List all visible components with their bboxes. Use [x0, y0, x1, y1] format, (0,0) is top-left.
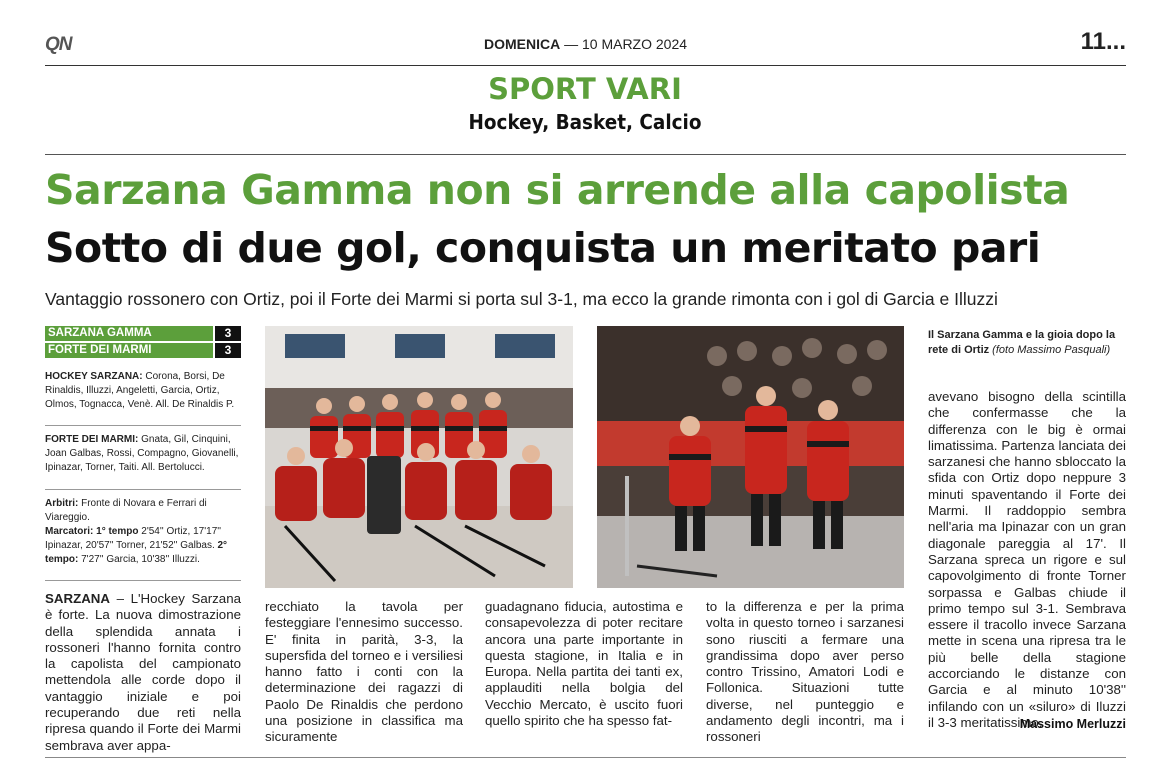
sidebar-divider [45, 580, 241, 581]
sidebar-divider [45, 489, 241, 490]
first-half-label: 1° tempo [93, 526, 139, 537]
byline: Massimo Merluzzi [1019, 717, 1126, 731]
referees-label: Arbitri: [45, 498, 79, 509]
body-column-3: guadagnano fiducia, autostima e consapevolezza di poter recitare ancora una parte importante in questa stagione, in Italia e in Europa. Nella partita dei tanti ex, applauditi nella bolgia del Vecchio Mercato, è uscito fuori quello spirito che ha spesso fat- [485, 599, 683, 729]
score-goals: 3 [215, 343, 241, 358]
article-summary: Vantaggio rossonero con Ortiz, poi il Forte dei Marmi si porta sul 3-1, ma ecco la grande rimonta con i gol di Garcia e Illuzzi [45, 289, 998, 309]
masthead [45, 28, 1126, 66]
section-divider [45, 154, 1126, 155]
second-half-goals: 7'27'' Garcia, 10'38'' Illuzzi. [78, 554, 200, 565]
referees-names: Fronte di Novara e Ferrari di Viareggio. [45, 498, 207, 523]
body-column-5: avevano bisogno della scintilla che confermasse che la differenza con le big è ormai limatissima. Partenza lanciata dei sarzanesi che hanno sbloccato la sfida con Ortiz dopo neppure 3 minuti spaventando il Forte dei Marmi. Il raddoppio sembra nell'aria ma Ipinazar con un gran diagonale pareggia al 17'. Il Sarzana spreca un rigore e sul capovolgimento di fronte Torner sorpassa e Galbas chiude il primo tempo sul 3-1. Sembrava essere il tracollo invece Sarzana mette in scena una ripresa tra le più belle della stagione accorciando le distanze con Garcia e al minuto 10'38'' infilando con un «siluro» di Iluzzi il 3-3 meritatissimo. [928, 389, 1126, 730]
away-lineup-players: Gnata, Gil, Cinquini, Joan Galbas, Rossi, Compagno, Giovanelli, Ipinazar, Torner, Taiti. All. Bertolucci. [45, 434, 239, 473]
caption-text: Il Sarzana Gamma e la gioia dopo la rete di Ortiz [928, 329, 1116, 356]
scorers-label: Marcatori: [45, 526, 94, 537]
headline-secondary: Sotto di due gol, conquista un meritato pari [45, 224, 1041, 272]
page-number: 11... [1080, 28, 1126, 55]
body-text: – L'Hockey Sarzana è forte. La nuova dimostrazione della splendida annata i rossoneri l'hanno fornita contro la capolista del campionato mettendola alle corde dopo il vantaggio iniziale e poi recuperando due reti nella ripresa quando il Forte dei Marmi sembrava aver appa- [45, 591, 241, 753]
team-photo [265, 326, 573, 588]
section-subtitle: Hockey, Basket, Calcio [468, 110, 702, 134]
photo-caption [928, 328, 1126, 358]
sidebar-divider [45, 425, 241, 426]
score-goals: 3 [215, 326, 241, 341]
score-team-name: FORTE DEI MARMI [45, 343, 213, 358]
newspaper-logo: QN [45, 34, 72, 55]
body-column-1 [45, 591, 241, 754]
team-photo-image [265, 326, 573, 588]
section-title: SPORT VARI [488, 72, 682, 106]
away-lineup [45, 433, 241, 475]
issue-date-rest: — 10 MARZO 2024 [560, 36, 688, 52]
body-column-4: to la differenza e per la prima volta in questo torneo i sarzanesi sono riusciti a fermare una grandissima dopo aver perso contro Trissino, Amatori Lodi e Follonica. Situazioni tutte diverse, nel punteggio e andamento degli incontri, ma i rossoneri [706, 599, 904, 745]
first-half-goals: 2'54'' Ortiz, 17'17'' Ipinazar, 20'57'' Torner, 21'52'' Galbas. [45, 526, 222, 551]
home-lineup-label: HOCKEY SARZANA: [45, 371, 143, 382]
match-officials [45, 497, 241, 525]
celebration-photo-image [597, 326, 904, 588]
caption-credit: (foto Massimo Pasquali) [989, 344, 1111, 356]
issue-date [45, 36, 1126, 52]
away-lineup-label: FORTE DEI MARMI: [45, 434, 139, 445]
bottom-rule [45, 757, 1126, 758]
match-scorers [45, 525, 241, 567]
body-dateline: SARZANA [45, 591, 111, 606]
celebration-photo [597, 326, 904, 588]
home-lineup [45, 370, 241, 412]
second-half-label: 2° tempo: [45, 540, 228, 565]
score-team-name: SARZANA GAMMA [45, 326, 213, 341]
score-row-away [45, 343, 241, 358]
home-lineup-players: Corona, Borsi, De Rinaldis, Illuzzi, Angeletti, Garcia, Ortiz, Olmos, Tognacca, Venè. All. De Rinaldis P. [45, 371, 235, 410]
score-row-home [45, 326, 241, 341]
body-column-2: recchiato la tavola per festeggiare l'ennesimo successo. E' finita in parità, 3-3, la supersfida del torneo e i versiliesi hanno fatto i conti con la determinazione dei ragazzi di Paolo De Rinaldis che perdono una posizione in classifica ma sicuramente [265, 599, 463, 745]
headline-primary: Sarzana Gamma non si arrende alla capolista [45, 166, 1070, 214]
issue-day: DOMENICA [483, 36, 561, 52]
